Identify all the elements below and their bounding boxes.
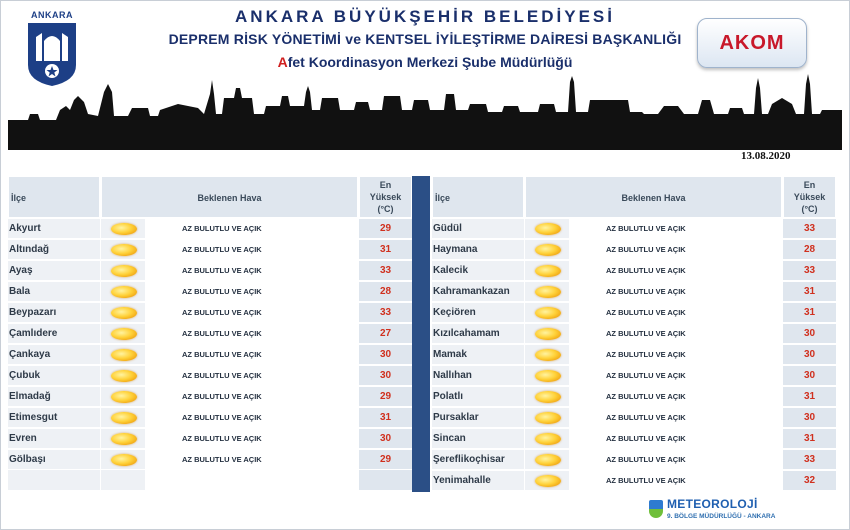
- district-name: Akyurt: [8, 219, 100, 239]
- header-max-line1: En: [803, 180, 816, 190]
- header-expected-weather: Beklenen Hava: [525, 176, 782, 218]
- ankara-logo-text: ANKARA: [31, 10, 73, 20]
- sun-icon: [535, 244, 561, 256]
- max-temperature: 33: [783, 261, 836, 281]
- weather-description: AZ BULUTLU VE AÇIK: [570, 261, 782, 281]
- table-row: [8, 366, 412, 386]
- max-temperature: 33: [783, 219, 836, 239]
- district-name: Ayaş: [8, 261, 100, 281]
- max-temperature: 30: [359, 429, 412, 449]
- table-row: [8, 240, 412, 260]
- header-max-line3: (°C): [377, 204, 394, 214]
- sun-icon: [111, 286, 137, 298]
- header-max-line2: Yüksek: [369, 192, 402, 202]
- table-row: [432, 219, 836, 239]
- weather-icon-cell: [101, 450, 145, 470]
- max-temperature: 28: [359, 282, 412, 302]
- district-name: Pursaklar: [432, 408, 524, 428]
- weather-icon-cell: [525, 240, 569, 260]
- sun-icon: [535, 433, 561, 445]
- weather-icon-cell: [525, 471, 569, 491]
- max-temperature: 31: [783, 429, 836, 449]
- district-name: Altındağ: [8, 240, 100, 260]
- weather-icon-cell: [101, 429, 145, 449]
- sun-icon: [111, 454, 137, 466]
- sun-icon: [111, 391, 137, 403]
- sun-icon: [111, 223, 137, 235]
- max-temperature: 30: [783, 408, 836, 428]
- meteoroloji-subtitle: 9. BÖLGE MÜDÜRLÜĞÜ - ANKARA: [667, 513, 776, 520]
- max-temperature: 31: [359, 408, 412, 428]
- title-branch: [150, 54, 700, 70]
- district-name: Polatlı: [432, 387, 524, 407]
- table-row: [432, 450, 836, 470]
- max-temperature: 30: [359, 366, 412, 386]
- title-municipality: ANKARA BÜYÜKŞEHİR BELEDİYESİ: [235, 7, 615, 26]
- header-max-temp: [783, 176, 836, 218]
- weather-icon-cell: [101, 282, 145, 302]
- sun-icon: [111, 370, 137, 382]
- weather-icon-cell: [525, 450, 569, 470]
- weather-description: AZ BULUTLU VE AÇIK: [570, 282, 782, 302]
- district-name: Kızılcahamam: [432, 324, 524, 344]
- weather-description: AZ BULUTLU VE AÇIK: [146, 387, 358, 407]
- table-row: [432, 261, 836, 281]
- weather-icon-cell: [101, 240, 145, 260]
- district-name: Sincan: [432, 429, 524, 449]
- weather-description: AZ BULUTLU VE AÇIK: [570, 219, 782, 239]
- sun-icon: [535, 286, 561, 298]
- table-divider: [412, 176, 430, 492]
- weather-description: AZ BULUTLU VE AÇIK: [570, 324, 782, 344]
- sun-icon: [111, 244, 137, 256]
- max-temperature: 28: [783, 240, 836, 260]
- title-department: DEPREM RİSK YÖNETİMİ ve KENTSEL İYİLEŞTİRME DAİRESİ BAŞKANLIĞI: [168, 31, 682, 47]
- sun-icon: [111, 307, 137, 319]
- table-row: [432, 303, 836, 323]
- weather-icon-cell: [525, 282, 569, 302]
- weather-icon-cell: [525, 303, 569, 323]
- max-temperature: 29: [359, 450, 412, 470]
- table-row: [8, 408, 412, 428]
- sun-icon: [111, 412, 137, 424]
- city-skyline: [8, 70, 842, 150]
- header-max-line3: (°C): [801, 204, 818, 214]
- weather-description: AZ BULUTLU VE AÇIK: [570, 450, 782, 470]
- district-name: Kalecik: [432, 261, 524, 281]
- district-name: Bala: [8, 282, 100, 302]
- sun-icon: [111, 433, 137, 445]
- max-temperature: 32: [783, 471, 836, 491]
- district-name: Evren: [8, 429, 100, 449]
- header-district: İlçe: [432, 176, 524, 218]
- weather-description: AZ BULUTLU VE AÇIK: [570, 408, 782, 428]
- weather-description: AZ BULUTLU VE AÇIK: [570, 303, 782, 323]
- district-name: Şereflikoçhisar: [432, 450, 524, 470]
- weather-description: AZ BULUTLU VE AÇIK: [570, 240, 782, 260]
- empty-row: [8, 470, 412, 490]
- table-row: [8, 261, 412, 281]
- weather-description: AZ BULUTLU VE AÇIK: [146, 366, 358, 386]
- table-row: [432, 345, 836, 365]
- weather-icon-cell: [101, 366, 145, 386]
- district-name: Nallıhan: [432, 366, 524, 386]
- weather-icon-cell: [525, 387, 569, 407]
- table-row: [432, 366, 836, 386]
- sun-icon: [535, 349, 561, 361]
- header-max-temp: [359, 176, 412, 218]
- weather-description: AZ BULUTLU VE AÇIK: [570, 366, 782, 386]
- max-temperature: 33: [783, 450, 836, 470]
- weather-description: AZ BULUTLU VE AÇIK: [570, 345, 782, 365]
- max-temperature: 31: [783, 282, 836, 302]
- district-name: Çankaya: [8, 345, 100, 365]
- weather-description: AZ BULUTLU VE AÇIK: [146, 219, 358, 239]
- district-name: Haymana: [432, 240, 524, 260]
- district-name: Beypazarı: [8, 303, 100, 323]
- weather-description: AZ BULUTLU VE AÇIK: [146, 408, 358, 428]
- district-name: Keçiören: [432, 303, 524, 323]
- sun-icon: [111, 349, 137, 361]
- sun-icon: [535, 412, 561, 424]
- max-temperature: 31: [783, 387, 836, 407]
- weather-icon-cell: [525, 366, 569, 386]
- district-name: Mamak: [432, 345, 524, 365]
- weather-icon-cell: [101, 324, 145, 344]
- district-name: Etimesgut: [8, 408, 100, 428]
- table-row: [432, 240, 836, 260]
- sun-icon: [535, 328, 561, 340]
- table-row: [8, 303, 412, 323]
- weather-icon-cell: [525, 261, 569, 281]
- weather-description: AZ BULUTLU VE AÇIK: [570, 429, 782, 449]
- weather-description: AZ BULUTLU VE AÇIK: [146, 282, 358, 302]
- max-temperature: 30: [359, 345, 412, 365]
- district-name: Kahramankazan: [432, 282, 524, 302]
- district-name: Güdül: [432, 219, 524, 239]
- table-row: [8, 429, 412, 449]
- weather-icon-cell: [101, 219, 145, 239]
- table-row: [8, 219, 412, 239]
- weather-icon-cell: [525, 345, 569, 365]
- sun-icon: [111, 265, 137, 277]
- max-temperature: 31: [359, 240, 412, 260]
- table-row: [8, 387, 412, 407]
- weather-icon-cell: [525, 324, 569, 344]
- max-temperature: 30: [783, 324, 836, 344]
- weather-description: AZ BULUTLU VE AÇIK: [570, 471, 782, 491]
- district-name: Yenimahalle: [432, 471, 524, 491]
- table-row: [432, 429, 836, 449]
- title-branch-rest: fet Koordinasyon Merkezi Şube Müdürlüğü: [287, 54, 573, 70]
- table-row: [8, 345, 412, 365]
- table-row: [432, 324, 836, 344]
- max-temperature: 31: [783, 303, 836, 323]
- title-branch-accent: A: [277, 54, 288, 70]
- max-temperature: 29: [359, 387, 412, 407]
- max-temperature: 30: [783, 345, 836, 365]
- weather-icon-cell: [525, 408, 569, 428]
- akom-logo: AKOM: [697, 18, 807, 68]
- sun-icon: [535, 223, 561, 235]
- report-date: 13.08.2020: [741, 150, 791, 162]
- sun-icon: [535, 391, 561, 403]
- sun-icon: [535, 454, 561, 466]
- weather-description: AZ BULUTLU VE AÇIK: [146, 303, 358, 323]
- sun-icon: [535, 265, 561, 277]
- table-row: [432, 387, 836, 407]
- weather-description: AZ BULUTLU VE AÇIK: [146, 450, 358, 470]
- table-row: [8, 450, 412, 470]
- meteoroloji-badge-icon: [649, 500, 663, 518]
- weather-icon-cell: [101, 303, 145, 323]
- max-temperature: 33: [359, 261, 412, 281]
- table-row: [432, 282, 836, 302]
- weather-icon-cell: [101, 408, 145, 428]
- max-temperature: 29: [359, 219, 412, 239]
- table-row: [8, 282, 412, 302]
- district-name: Çubuk: [8, 366, 100, 386]
- weather-icon-cell: [101, 345, 145, 365]
- max-temperature: 30: [783, 366, 836, 386]
- weather-description: AZ BULUTLU VE AÇIK: [146, 240, 358, 260]
- weather-description: AZ BULUTLU VE AÇIK: [146, 345, 358, 365]
- table-row: [432, 408, 836, 428]
- table-row: [432, 471, 836, 491]
- district-name: Gölbaşı: [8, 450, 100, 470]
- weather-description: AZ BULUTLU VE AÇIK: [146, 429, 358, 449]
- weather-icon-cell: [101, 261, 145, 281]
- header-district: İlçe: [8, 176, 100, 218]
- header-max-line2: Yüksek: [793, 192, 826, 202]
- weather-icon-cell: [101, 387, 145, 407]
- meteoroloji-title: METEOROLOJİ: [667, 497, 758, 511]
- weather-description: AZ BULUTLU VE AÇIK: [146, 324, 358, 344]
- max-temperature: 33: [359, 303, 412, 323]
- district-name: Çamlıdere: [8, 324, 100, 344]
- sun-icon: [111, 328, 137, 340]
- district-name: Elmadağ: [8, 387, 100, 407]
- max-temperature: 27: [359, 324, 412, 344]
- weather-description: AZ BULUTLU VE AÇIK: [146, 261, 358, 281]
- sun-icon: [535, 370, 561, 382]
- weather-description: AZ BULUTLU VE AÇIK: [570, 387, 782, 407]
- header-expected-weather: Beklenen Hava: [101, 176, 358, 218]
- meteoroloji-logo: [649, 497, 776, 525]
- sun-icon: [535, 307, 561, 319]
- sun-icon: [535, 475, 561, 487]
- weather-icon-cell: [525, 219, 569, 239]
- table-row: [8, 324, 412, 344]
- header-max-line1: En: [379, 180, 392, 190]
- weather-icon-cell: [525, 429, 569, 449]
